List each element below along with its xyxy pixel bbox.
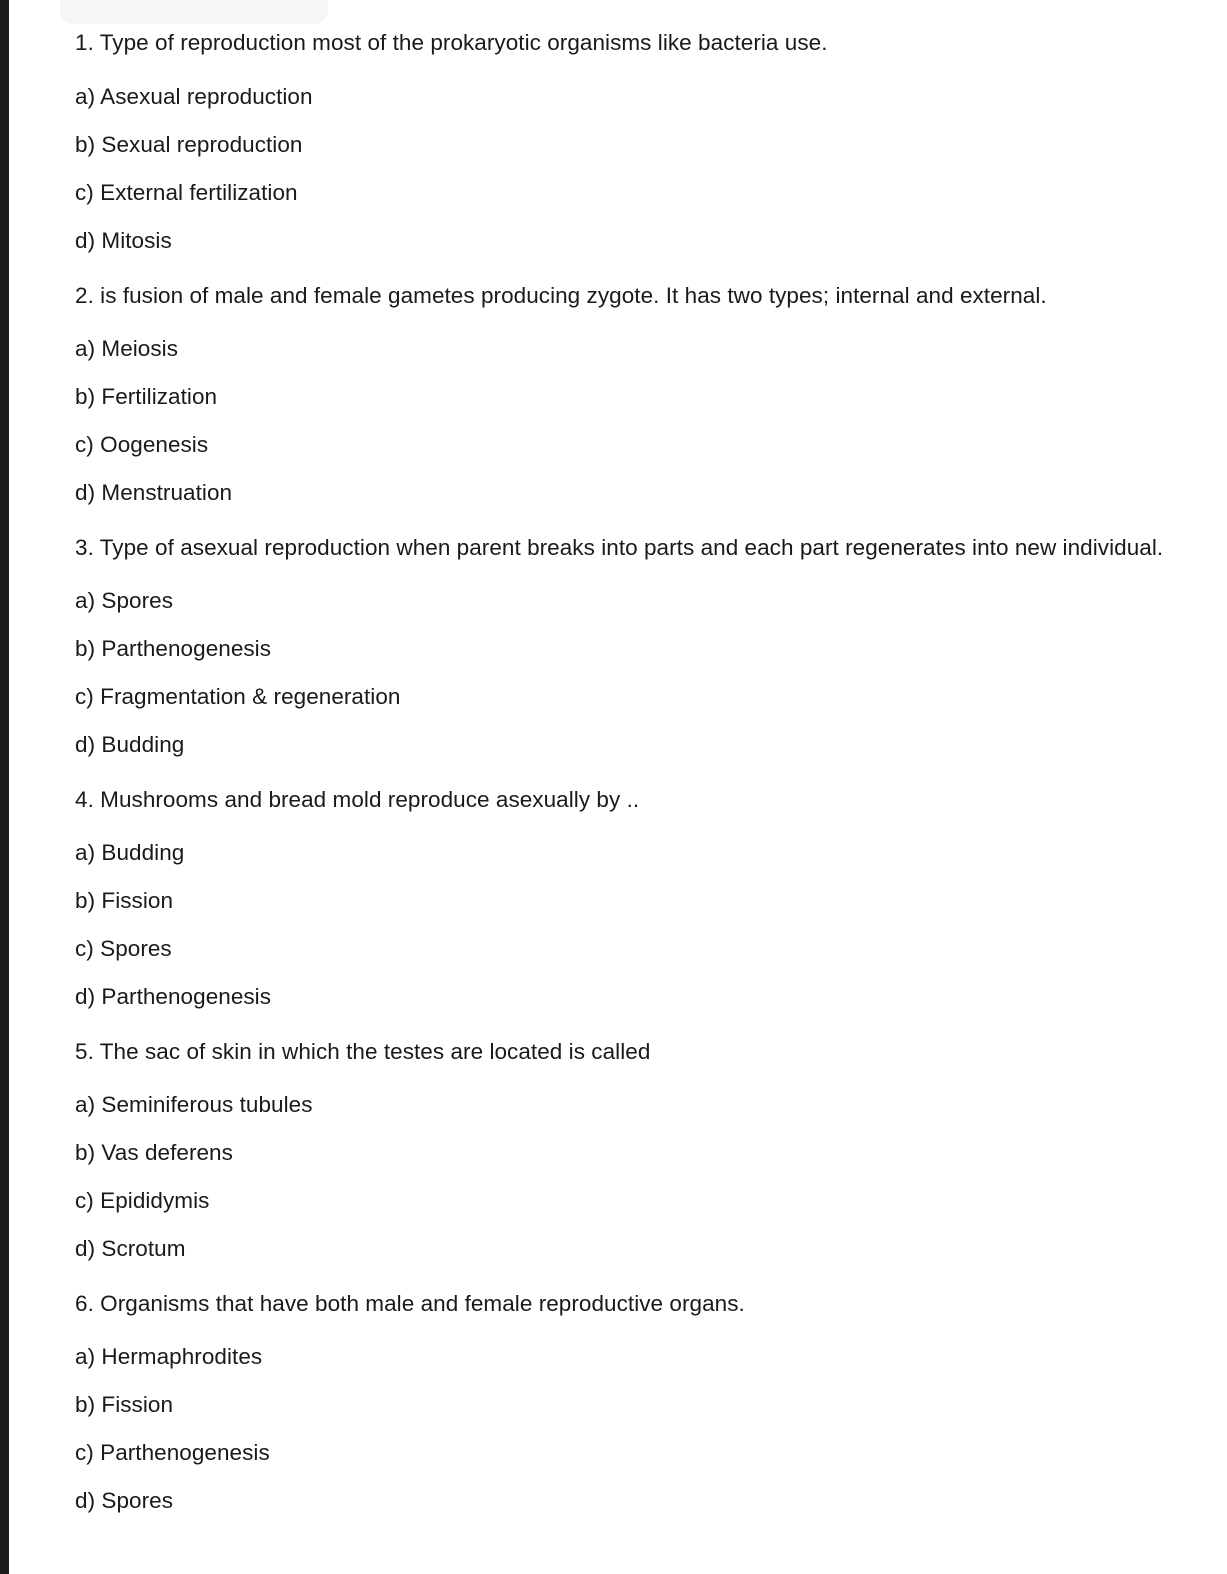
question-3-option-b: b) Parthenogenesis bbox=[75, 636, 272, 661]
question-3-option-d: d) Budding bbox=[75, 732, 185, 757]
question-5-option-a: a) Seminiferous tubules bbox=[75, 1092, 313, 1117]
question-5-option-c: c) Epididymis bbox=[75, 1188, 210, 1213]
question-1-text: 1. Type of reproduction most of the prokaryotic organisms like bacteria use. bbox=[75, 30, 828, 55]
question-5-text: 5. The sac of skin in which the testes are located is called bbox=[75, 1039, 651, 1064]
question-5-option-d: d) Scrotum bbox=[75, 1236, 186, 1261]
question-6-option-a: a) Hermaphrodites bbox=[75, 1344, 263, 1369]
question-2-option-a: a) Meiosis bbox=[75, 336, 179, 361]
question-3-option-a: a) Spores bbox=[75, 588, 173, 613]
question-2-option-d: d) Menstruation bbox=[75, 480, 233, 505]
question-5-option-b: b) Vas deferens bbox=[75, 1140, 233, 1165]
top-tab-remnant bbox=[60, 0, 328, 24]
question-4-option-a: a) Budding bbox=[75, 840, 185, 865]
question-2-option-c: c) Oogenesis bbox=[75, 432, 209, 457]
question-4-option-c: c) Spores bbox=[75, 936, 172, 961]
question-1-option-d: d) Mitosis bbox=[75, 228, 172, 253]
question-1-option-c: c) External fertilization bbox=[75, 180, 298, 205]
question-4-text: 4. Mushrooms and bread mold reproduce asexually by .. bbox=[75, 787, 640, 812]
question-3-text: 3. Type of asexual reproduction when parent breaks into parts and each part regenerates into new individual. bbox=[75, 535, 1164, 560]
question-4-option-d: d) Parthenogenesis bbox=[75, 984, 272, 1009]
question-6-option-d: d) Spores bbox=[75, 1488, 173, 1513]
question-4-option-b: b) Fission bbox=[75, 888, 174, 913]
left-edge-strip bbox=[0, 0, 9, 1574]
question-1-option-a: a) Asexual reproduction bbox=[75, 84, 313, 109]
question-2-option-b: b) Fertilization bbox=[75, 384, 218, 409]
question-6-option-c: c) Parthenogenesis bbox=[75, 1440, 270, 1465]
question-6-option-b: b) Fission bbox=[75, 1392, 174, 1417]
question-2-text: 2. is fusion of male and female gametes producing zygote. It has two types; internal and external. bbox=[75, 283, 1047, 308]
question-1-option-b: b) Sexual reproduction bbox=[75, 132, 303, 157]
question-3-option-c: c) Fragmentation & regeneration bbox=[75, 684, 401, 709]
question-6-text: 6. Organisms that have both male and female reproductive organs. bbox=[75, 1291, 745, 1316]
